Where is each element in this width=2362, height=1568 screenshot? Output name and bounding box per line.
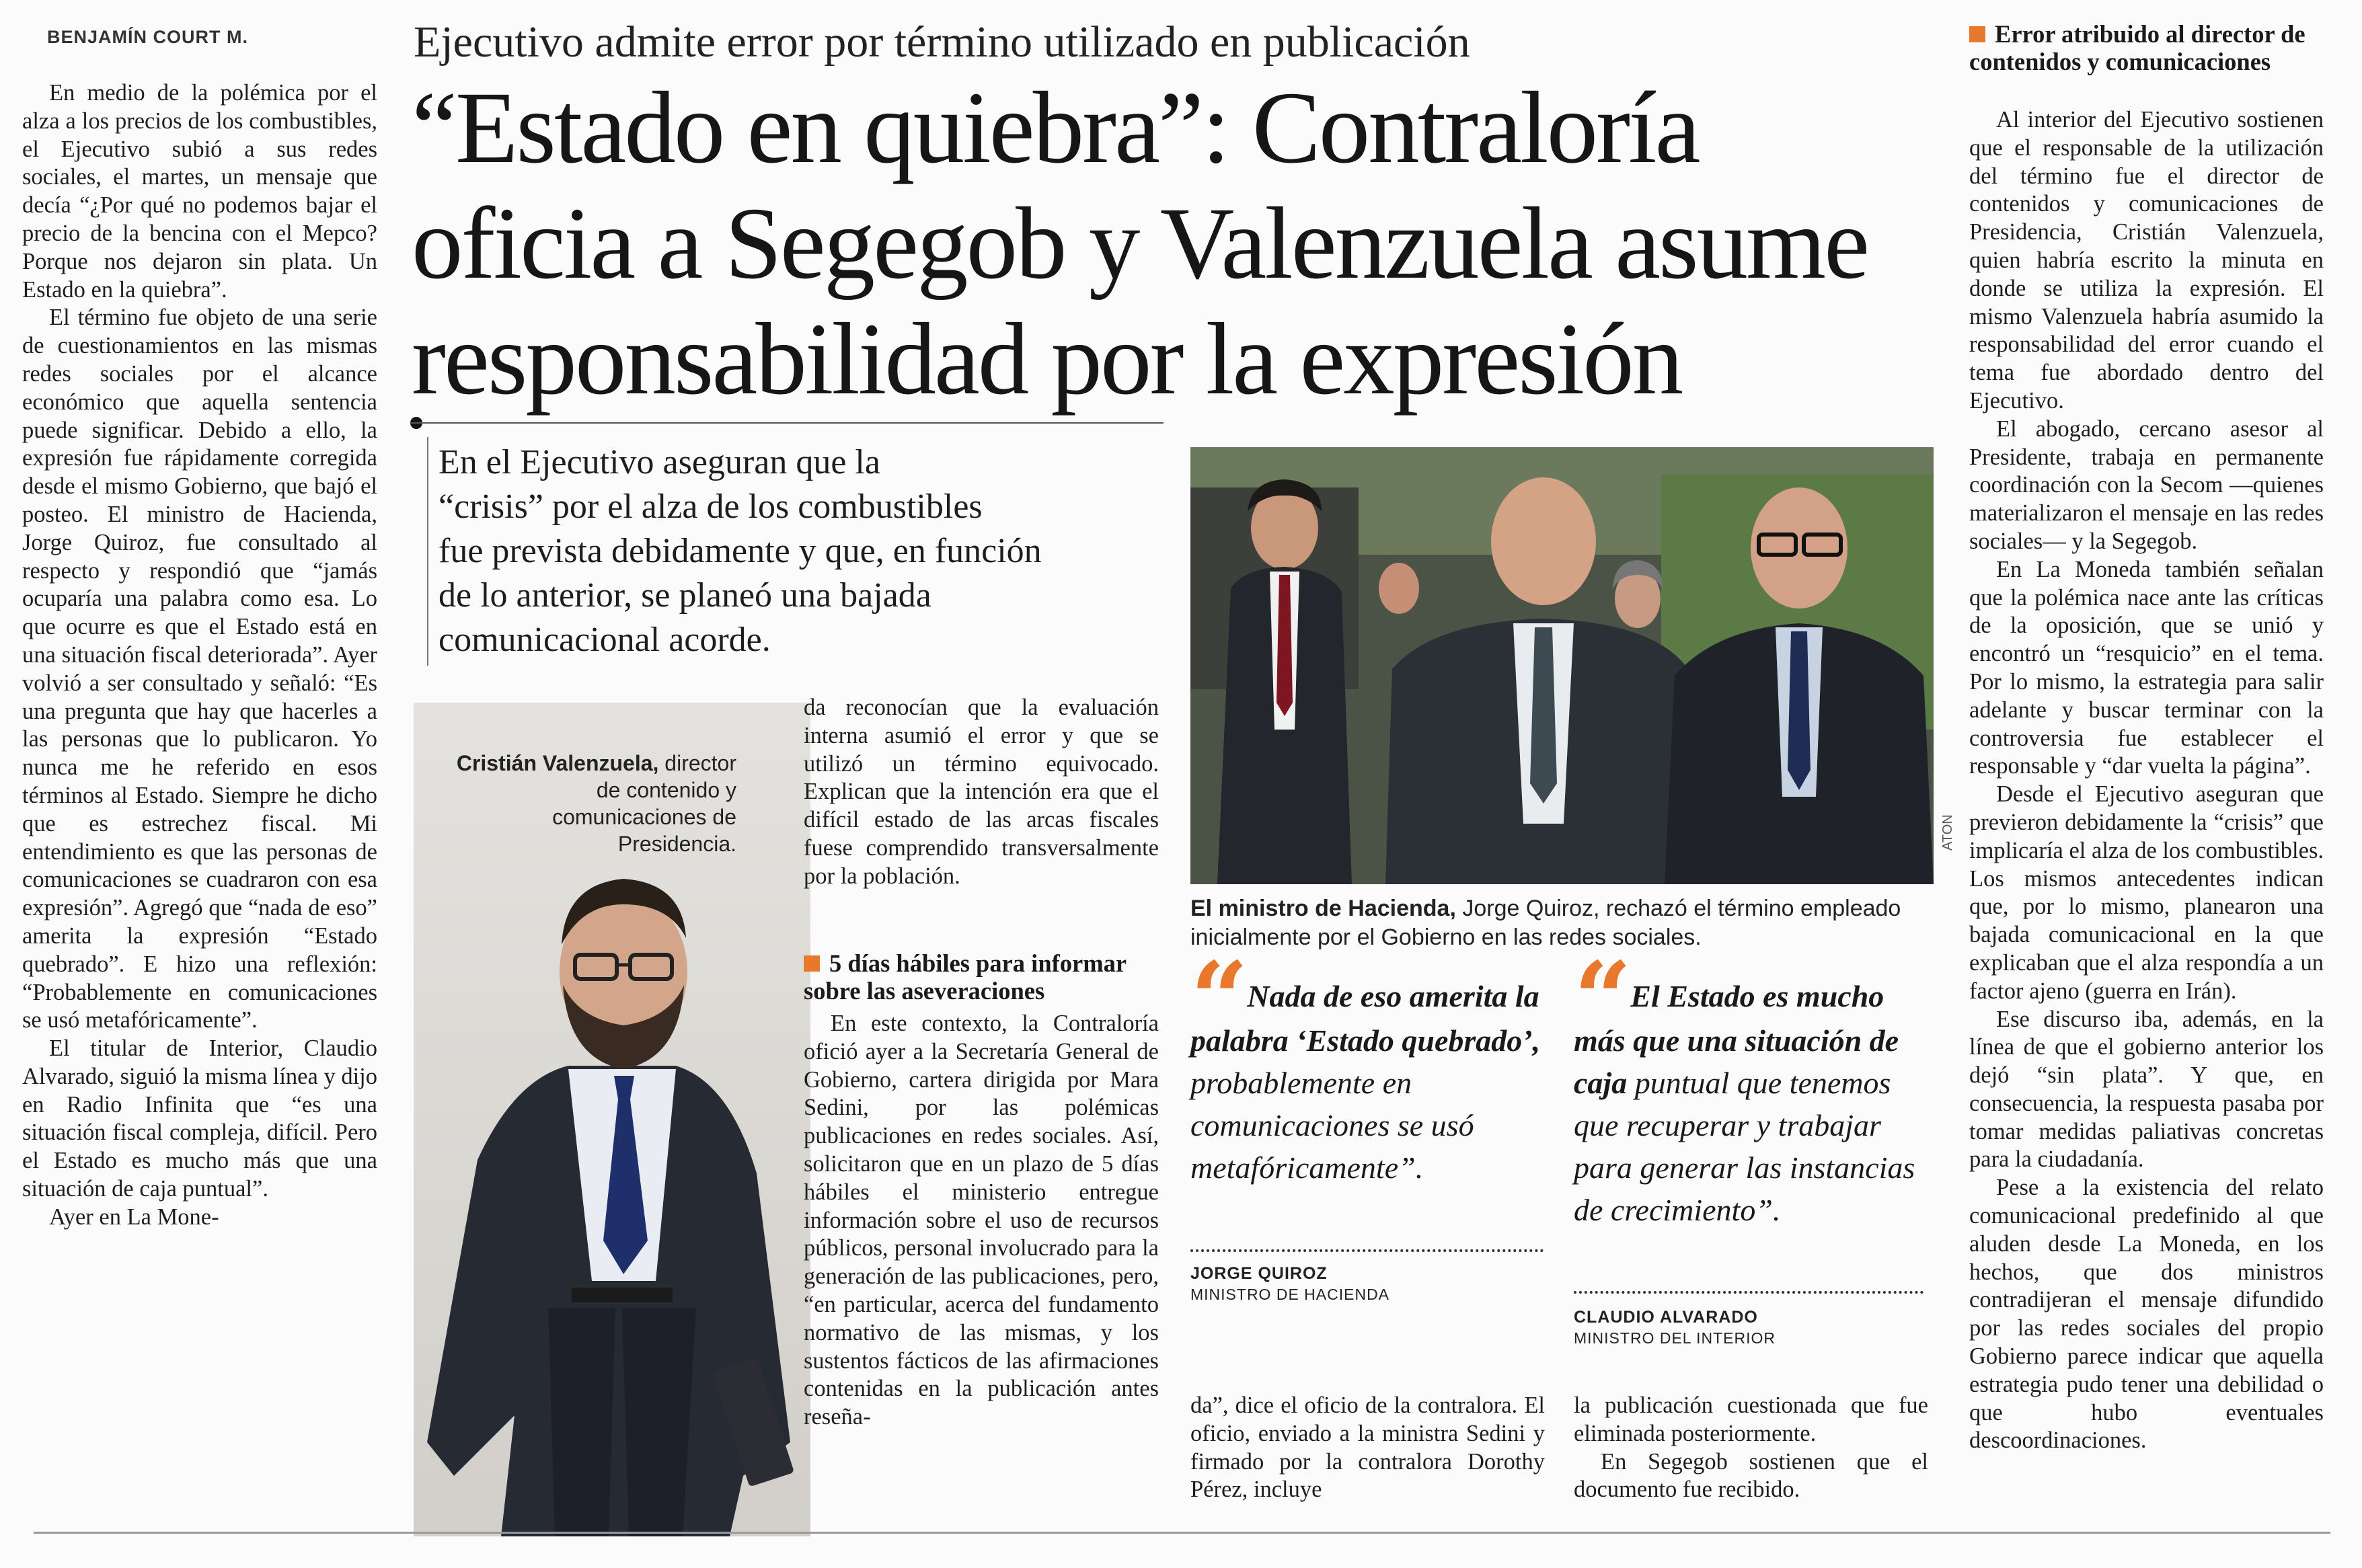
quote-bold: El Estado es mucho más que una situación de caja: [1574, 979, 1899, 1100]
article-column-5-bottom: [1574, 1392, 1928, 1504]
photo-credit: ATON: [1940, 814, 1955, 851]
paragraph: El abogado, cercano asesor al Presidente, trabaja en permanente coordinación con la Secom —quienes materializaron el mensaje en las redes sociales— y la Segegob.: [1969, 416, 2324, 554]
pull-quote-1: [1190, 940, 1554, 1189]
subhead: [804, 949, 1164, 1005]
quote-mark-icon: “: [1574, 940, 1624, 1058]
paragraph: da reconocían que la evaluación interna asumió el error y que se utilizó un término equivocado. Explican que la intención era que el difícil estado de las arcas fiscales fuese comprendido transversalmente por la población.: [804, 695, 1159, 889]
quote-author-role: MINISTRO DE HACIENDA: [1190, 1286, 1390, 1303]
bajada-line: “crisis” por el alza de los combustibles: [439, 487, 983, 526]
subhead-text: 5 días hábiles para informar sobre las aseveraciones: [804, 949, 1127, 1005]
paragraph: En La Moneda también señalan que la polémica nace ante las críticas de la oposición, que se unió y encontró un “resquicio” en el tema. Por lo mismo, la estrategia para salir adelante y buscar terminar con la controversia fue establecer el responsable y “dar vuelta la página”.: [1969, 556, 2324, 779]
article-column-1: [22, 79, 377, 1232]
paragraph: Desde el Ejecutivo aseguran que previeron debidamente la “crisis” que implicaría el alza de los combustibles. Los mismos antecedentes indican que, por lo mismo, planearon una bajada comunicacional en la que explicaban que el alza respondía a un factor ajeno (guerra en Irán).: [1969, 781, 2324, 1004]
pull-quote-2: [1574, 940, 1930, 1231]
bajada-line: comunicacional acorde.: [439, 621, 771, 659]
quote-text: probablemente en comunicaciones se usó metafóricamente”.: [1190, 1066, 1474, 1185]
subhead: [1969, 20, 2319, 75]
paragraph: Pese a la existencia del relato comunicacional predefinido al que aluden desde La Moneda, en los hechos, que dos ministros contradijeran el mensaje difundido por las redes sociales del propio Gobierno parece indicar que aquella estrategia pudo tener una debilidad o que hubo eventuales descoordinaciones.: [1969, 1175, 2324, 1454]
paragraph: En este contexto, la Contraloría ofició ayer a la Secretaría General de Gobierno, cartera dirigida por Mara Sedini, por las polémicas publicaciones en redes sociales. Así, solicitaron que en un plazo de 5 días hábiles el ministerio entregue información sobre el uso de recursos públicos, personal involucrado para la generación de las publicaciones, pero, “en particular, acerca del fundamento normativo de las mismas, y los sustentos fácticos de las afirmaciones contenidas en la publicación antes reseña-: [804, 1011, 1159, 1430]
caption-text: director de contenido y comunicaciones de Presidencia.: [552, 751, 736, 856]
headline-line: “Estado en quiebra”: Contraloría: [412, 71, 1699, 185]
quote-text: puntual que tenemos que recuperar y trabajar para generar las instancias de crecimiento”.: [1574, 1066, 1915, 1227]
main-photo: [1190, 447, 1934, 884]
bajada: [439, 440, 1165, 662]
bajada-line: de lo anterior, se planeó una bajada: [439, 576, 931, 615]
subhead-text: Error atribuido al director de contenidos y comunicaciones: [1969, 20, 2306, 75]
square-bullet-icon: [1969, 26, 1985, 42]
headline: [412, 71, 1958, 418]
bajada-line: fue prevista debidamente y que, en función: [439, 532, 1042, 570]
quote-author: CLAUDIO ALVARADO: [1574, 1308, 1758, 1327]
paragraph: Al interior del Ejecutivo sostienen que el responsable de la utilización del término fue el director de contenidos y comunicaciones de Presidencia, Cristián Valenzuela, quien habría escrito la minuta en donde se utiliza la expresión. El mismo Valenzuela habría asumido la responsabilidad del error cuando el tema fue abordado dentro del Ejecutivo.: [1969, 107, 2324, 414]
photo-illustration: [1190, 447, 1934, 884]
caption-name: Cristián Valenzuela,: [456, 751, 659, 775]
article-column-3: [804, 694, 1159, 891]
paragraph: El titular de Interior, Claudio Alvarado, siguió la misma línea y dijo en Radio Infinita que “es una situación fiscal compleja, difícil. Pero el Estado es mucho más que una situación de caja puntual”.: [22, 1035, 377, 1202]
photo-caption: [1190, 894, 1937, 952]
article-column-3-body: [804, 1010, 1159, 1432]
footer-rule: [34, 1532, 2330, 1534]
portrait-caption: [447, 750, 736, 857]
article-column-6: [1969, 106, 2324, 1455]
quote-bold: Nada de eso amerita la palabra ‘Estado quebrado’,: [1190, 979, 1541, 1058]
divider: [1574, 1291, 1923, 1294]
caption-name: El ministro de Hacienda,: [1190, 896, 1456, 921]
paragraph: En Segegob sostienen que el documento fue recibido.: [1574, 1448, 1928, 1503]
article-column-4-bottom: [1190, 1392, 1545, 1504]
divider: [1190, 1249, 1544, 1252]
byline: BENJAMÍN COURT M.: [47, 27, 248, 47]
quote-author-role: MINISTRO DEL INTERIOR: [1574, 1329, 1776, 1347]
bajada-line: En el Ejecutivo aseguran que la: [439, 443, 880, 481]
quote-mark-icon: “: [1190, 940, 1241, 1058]
paragraph: Ayer en La Mone-: [49, 1204, 219, 1230]
paragraph: da”, dice el oficio de la contralora. El oficio, enviado a la ministra Sedini y firmado por la contralora Dorothy Pérez, incluye: [1190, 1393, 1545, 1503]
paragraph: El término fue objeto de una serie de cuestionamientos en las mismas redes sociales por el alcance económico que aquella sentencia puede significar. Debido a ello, la expresión fue rápidamente corregida desde el mismo Gobierno, que bajó el posteo. El ministro de Hacienda, Jorge Quiroz, fue consultado al respecto y respondió que “jamás ocuparía una palabra como esa. Lo que ocurre es que el Estado está en una situación fiscal deteriorada”. Ayer volvió a ser consultado y señaló: “Es una pregunta que hay que hacerles a las personas que lo publicaron. Yo nunca me he referido en esos términos al Estado. Siempre he dicho que es estrechez fiscal. Mi entendimiento es que las personas de comunicaciones se cuadraron con esa expresión”. Agregó que “nada de eso” amerita la expresión “Estado quebrado”. E hizo una reflexión: “Probablemente en comunicaciones se usó metafóricamente”.: [22, 305, 377, 1033]
divider: [427, 437, 428, 666]
paragraph: la publicación cuestionada que fue eliminada posteriormente.: [1574, 1393, 1928, 1446]
paragraph: En medio de la polémica por el alza a los precios de los combustibles, el Ejecutivo subió a sus redes sociales, el martes, un mensaje que decía “¿Por qué no podemos bajar el precio de la bencina con el Mepco? Porque nos dejaron sin plata. Un Estado en la quiebra”.: [22, 80, 377, 303]
caption-text: Jorge Quiroz, rechazó el término empleado inicialmente por el Gobierno en las redes sociales.: [1190, 896, 1901, 950]
paragraph: Ese discurso iba, además, en la línea de que el gobierno anterior los dejó “sin plata”. Y que, en consecuencia, la respuesta pasaba por tomar medidas paliativas concretas para la ciudadanía.: [1969, 1006, 2324, 1173]
quote-author: JORGE QUIROZ: [1190, 1264, 1328, 1283]
headline-line: responsabilidad por la expresión: [412, 303, 1682, 416]
square-bullet-icon: [804, 955, 820, 972]
headline-line: oficia a Segegob y Valenzuela asume: [412, 187, 1868, 301]
divider: [410, 422, 1164, 424]
kicker: Ejecutivo admite error por término utilizado en publicación: [414, 17, 1470, 67]
